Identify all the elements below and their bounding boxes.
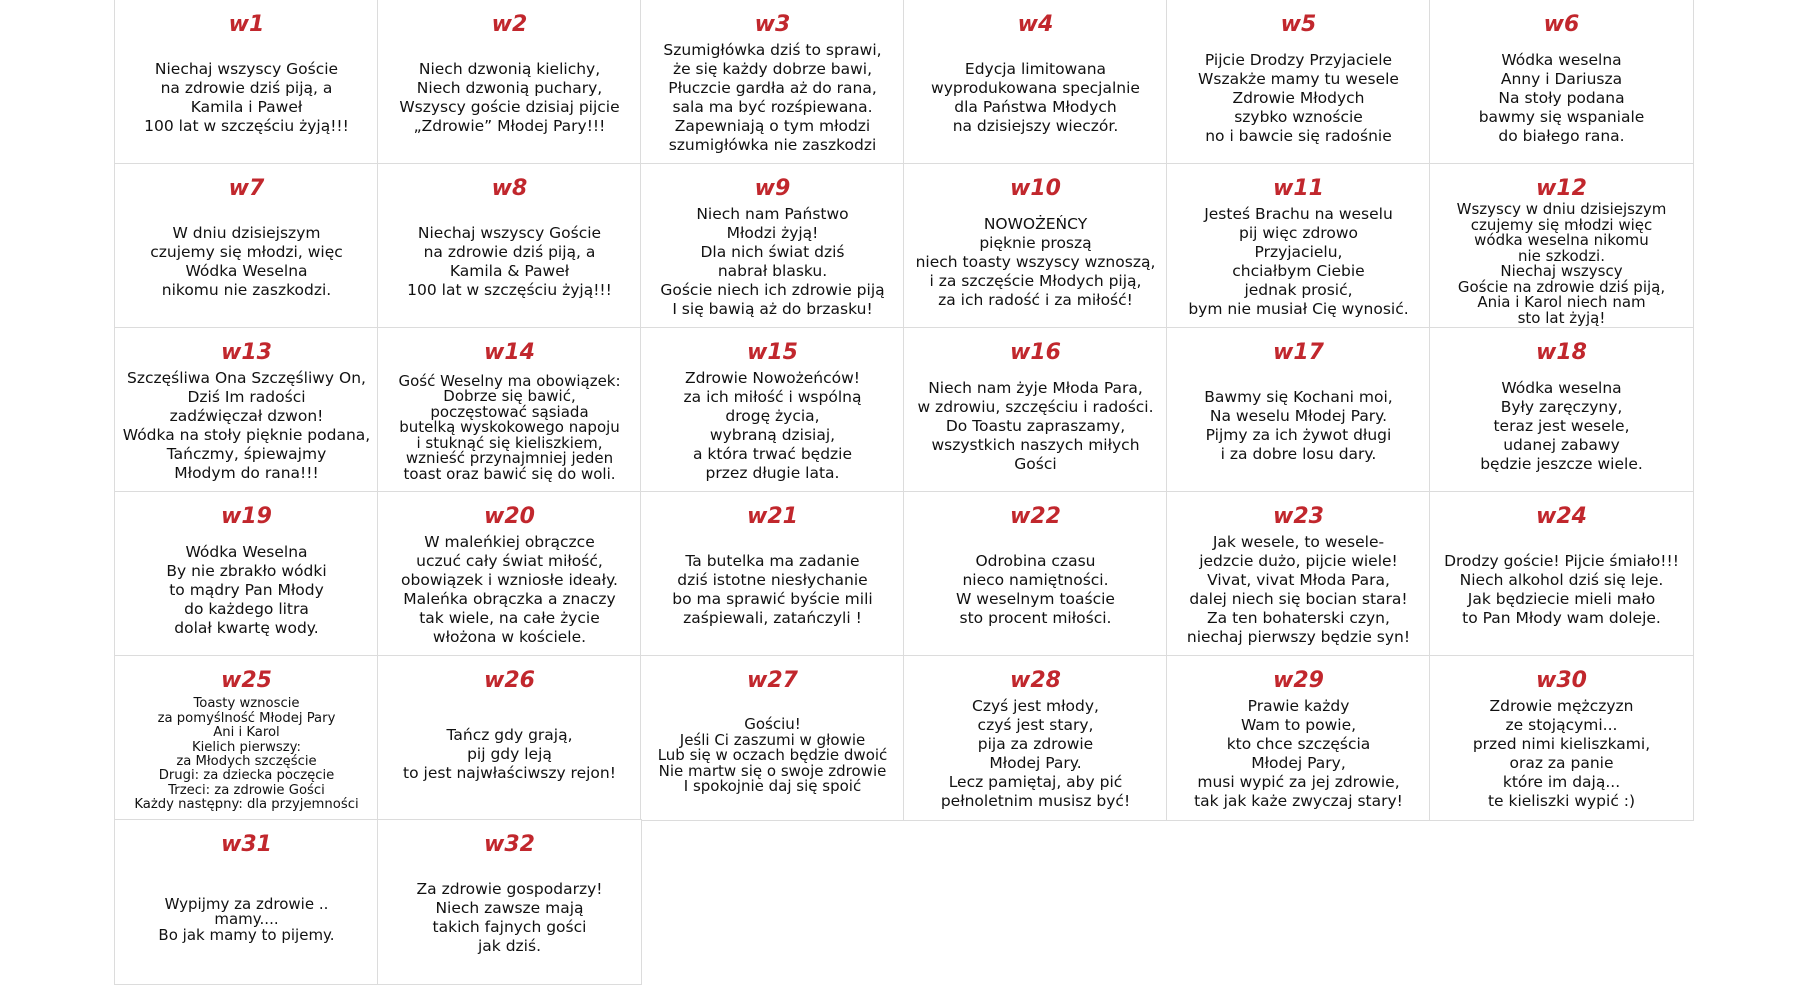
toast-text-area [643,38,902,164]
toast-text: Drodzy goście! Pijcie śmiało!!! Niech alkohol dziś się leje. Jak będziecie mieli mało to Pan Młody wam doleje. [1444,552,1679,627]
toast-text: Pijcie Drodzy Przyjaciele Wszakże mamy tu wesele Zdrowie Młodych szybko wznoście no i bawcie się radośnie [1198,50,1399,145]
toast-code: w19 [221,504,272,530]
toast-code: w4 [1017,12,1054,38]
toast-text-area [380,202,639,328]
toast-code: w11 [1273,176,1324,202]
toast-card-w12 [1429,163,1694,329]
toast-code: w23 [1273,504,1324,530]
toast-text-area [1169,202,1428,328]
toast-text: Tańcz gdy grają, pij gdy leją to jest najwłaściwszy rejon! [403,725,616,782]
toast-code: w27 [747,668,798,694]
toast-text-area [643,692,902,820]
toast-text-area [643,366,902,492]
toast-card-w23 [1166,491,1431,657]
toast-text-area [117,856,376,984]
toast-text-area [117,202,376,328]
toast-code: w14 [484,340,535,366]
toast-text: Wódka Weselna By nie zbrakło wódki to mądry Pan Młody do każdego litra dolał kwartę wody. [166,542,327,637]
toast-text-area [1169,38,1428,164]
toast-card-w31 [114,819,379,985]
toast-text-area [1432,694,1691,820]
toast-code: w24 [1536,504,1587,530]
toast-text: Odrobina czasu nieco namiętności. W weselnym toaście sto procent miłości. [956,552,1115,627]
toast-text: Prawie każdy Wam to powie, kto chce szczęścia Młodej Pary, musi wypić za jej zdrowie, tak jak każe zwyczaj stary! [1194,697,1403,810]
toast-card-w10 [903,163,1168,329]
toast-text-area [117,366,376,492]
toast-code: w28 [1010,668,1061,694]
toast-card-w5 [1166,0,1431,165]
toast-card-w16 [903,327,1168,493]
toast-code: w3 [754,12,791,38]
toast-text: Szczęśliwa Ona Szczęśliwy On, Dziś Im radości zadźwięczał dzwon! Wódka na stoły pięknie podana, Tańczmy, śpiewajmy Młodym do rana!!! [122,369,371,482]
toast-code: w31 [221,832,272,858]
toast-code: w10 [1010,176,1061,202]
toast-card-w21 [640,491,905,657]
toast-text-area [1432,366,1691,492]
toast-card-w2 [377,0,642,165]
toast-text: Gość Weselny ma obowiązek: Dobrze się bawić, poczęstować sąsiada butelką wyskokowego napoju i stuknąć się kieliszkiem, wznieść przynajmniej jeden toast oraz bawić się do woli. [398,371,621,483]
toast-card-w20 [377,491,642,657]
toast-text: W dniu dzisiejszym czujemy się młodzi, więc Wódka Weselna nikomu nie zaszkodzi. [150,224,343,299]
toast-text-area [1169,694,1428,820]
toast-text: Jak wesele, to wesele- jedzcie dużo, pijcie wiele! Vivat, vivat Młoda Para, dalej niech się bocian stara! Za ten bohaterski czyn, niechaj pierwszy będzie syn! [1186,533,1411,646]
toast-text: Wypijmy za zdrowie .. mamy.... Bo jak mamy to pijemy. [158,894,335,944]
toast-card-w22 [903,491,1168,657]
toast-card-w15 [640,327,905,493]
toast-card-w8 [377,163,642,329]
toast-text: Szumigłówka dziś to sprawi, że się każdy dobrze bawi, Płuczcie gardła aż do rana, sala ma być rozśpiewana. Zapewniają o tym młodzi szumigłówka nie zaszkodzi [663,41,882,154]
toast-code: w18 [1536,340,1587,366]
toast-card-w32 [377,819,642,985]
toast-code: w13 [221,340,272,366]
toast-text: Jesteś Brachu na weselu pij więc zdrowo Przyjacielu, chciałbym Ciebie jednak prosić, bym nie musiał Cię wynosić. [1188,205,1409,318]
toast-text: Zdrowie Nowożeńców! za ich miłość i wspólną drogę życia, wybraną dzisiaj, a która trwać będzie przez długie lata. [683,369,862,482]
toast-code: w6 [1543,12,1580,38]
toast-card-w30 [1429,655,1694,821]
toast-text-area [643,202,902,328]
toast-text: Niechaj wszyscy Goście na zdrowie dziś piją, a Kamila & Paweł 100 lat w szczęściu żyją!!! [407,224,612,299]
toast-text-area [643,530,902,656]
toast-text: Toasty wznoscie za pomyślność Młodej Pary Ani i Karol Kielich pierwszy: za Młodych szczęście Drugi: za dziecka poczęcie Trzeci: za zdrowie Gości Każdy następny: dla przyjemności [134,696,359,813]
toast-code: w2 [491,12,528,38]
toast-text: Niech dzwonią kielichy, Niech dzwonią puchary, Wszyscy goście dzisiaj pijcie „Zdrowie” Młodej Pary!!! [399,60,620,135]
toast-text-area [380,530,639,656]
toast-card-w18 [1429,327,1694,493]
toast-card-w29 [1166,655,1431,821]
toast-text: Za zdrowie gospodarzy! Niech zawsze mają takich fajnych gości jak dziś. [416,880,603,955]
toast-text: NOWOŻEŃCY pięknie proszą niech toasty wszyscy wznoszą, i za szczęście Młodych piją, za ich radość i za miłość! [915,214,1156,309]
toast-code: w30 [1536,668,1587,694]
toast-code: w32 [484,832,535,858]
toast-text: Bawmy się Kochani moi, Na weselu Młodej Pary. Pijmy za ich żywot długi i za dobre losu dary. [1204,388,1393,463]
toast-text: Niechaj wszyscy Goście na zdrowie dziś piją, a Kamila i Paweł 100 lat w szczęściu żyją!!! [144,60,349,135]
toast-text-area [380,38,639,164]
toast-text: Wódka weselna Anny i Dariusza Na stoły podana bawmy się wspaniale do białego rana. [1478,50,1645,145]
toast-text: Gościu! Jeśli Ci zaszumi w głowie Lub się w oczach będzie dwoić Nie martw się o swoje zdrowie I spokojnie daj się spoić [657,715,888,796]
toast-card-w26 [377,655,642,821]
toast-text: Edycja limitowana wyprodukowana specjalnie dla Państwa Młodych na dzisiejszy wieczór. [931,60,1140,135]
toast-code: w8 [491,176,528,202]
toast-code: w26 [484,668,535,694]
toast-text-area [380,364,639,492]
toast-card-w11 [1166,163,1431,329]
toast-code: w17 [1273,340,1324,366]
toast-text-area [1432,38,1691,164]
toast-text-area [906,366,1165,492]
toast-code: w16 [1010,340,1061,366]
toast-code: w9 [754,176,791,202]
toast-code: w7 [228,176,265,202]
toast-text: Czyś jest młody, czyś jest stary, pija za zdrowie Młodej Pary. Lecz pamiętaj, aby pić pełnoletnim musisz być! [940,697,1131,810]
toast-text-area [906,530,1165,656]
toast-text-area [1169,530,1428,656]
toast-text-area [117,530,376,656]
toast-card-w27 [640,655,905,821]
toast-text-area [1169,366,1428,492]
toast-text: W maleńkiej obrączce uczuć cały świat miłość, obowiązek i wzniosłe ideały. Maleńka obrączka a znaczy tak wiele, na całe życie włożona w kościele. [401,533,618,646]
toast-text-area [906,202,1165,328]
toast-card-w13 [114,327,379,493]
toast-text-area [380,858,639,984]
toast-text-area [1432,200,1691,328]
toast-text: Wszyscy w dniu dzisiejszym czujemy się młodzi więc wódka weselna nikomu nie szkodzi. Niechaj wszyscy Goście na zdrowie dziś piją, Ania i Karol niech nam sto lat żyją! [1456,200,1667,327]
toast-card-w6 [1429,0,1694,165]
toast-code: w1 [228,12,265,38]
toast-code: w20 [484,504,535,530]
toast-card-w3 [640,0,905,165]
toast-label-grid [115,0,1693,984]
toast-code: w25 [221,668,272,694]
toast-text-area [117,690,376,820]
toast-card-w24 [1429,491,1694,657]
toast-code: w5 [1280,12,1317,38]
toast-card-w19 [114,491,379,657]
toast-card-w1 [114,0,379,165]
toast-text: Niech nam żyje Młoda Para, w zdrowiu, szczęściu i radości. Do Toastu zapraszamy, wszystkich naszych miłych Gości [917,378,1154,473]
toast-card-w25 [114,655,379,821]
toast-card-w17 [1166,327,1431,493]
toast-code: w21 [747,504,798,530]
toast-code: w15 [747,340,798,366]
toast-text-area [117,38,376,164]
toast-card-w4 [903,0,1168,165]
toast-card-w14 [377,327,642,493]
toast-code: w12 [1536,176,1587,202]
toast-text-area [906,694,1165,820]
toast-text-area [380,694,639,820]
toast-code: w22 [1010,504,1061,530]
toast-card-w28 [903,655,1168,821]
toast-text: Zdrowie mężczyzn ze stojącymi... przed nimi kieliszkami, oraz za panie które im dają... te kieliszki wypić :) [1472,697,1651,810]
toast-text: Ta butelka ma zadanie dziś istotne niesłychanie bo ma sprawić byście mili zaśpiewali, zatańczyli ! [672,552,873,627]
toast-code: w29 [1273,668,1324,694]
toast-card-w9 [640,163,905,329]
toast-text: Wódka weselna Były zaręczyny, teraz jest wesele, udanej zabawy będzie jeszcze wiele. [1480,378,1643,473]
toast-text: Niech nam Państwo Młodzi żyją! Dla nich świat dziś nabrał blasku. Goście niech ich zdrowie piją I się bawią aż do brzasku! [660,205,885,318]
toast-card-w7 [114,163,379,329]
toast-text-area [906,38,1165,164]
toast-text-area [1432,530,1691,656]
